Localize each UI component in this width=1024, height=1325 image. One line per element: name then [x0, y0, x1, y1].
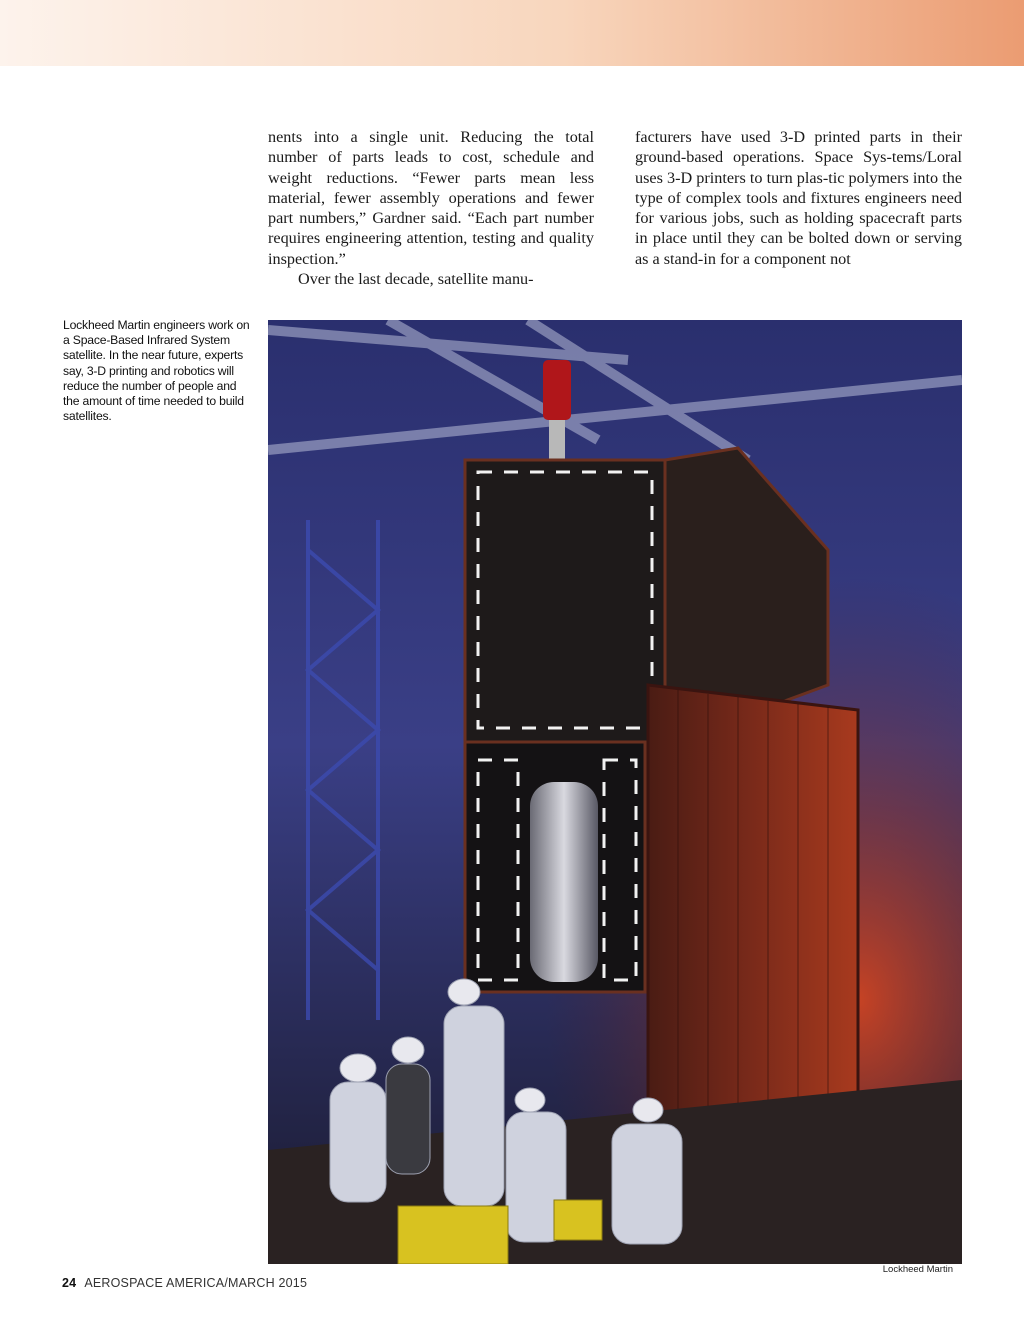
photo-caption: Lockheed Martin engineers work on a Space-Based Infrared System satellite. In the near future, experts say, 3-D printing and robotics will reduce the number of people and the amount of time needed to build satellites.: [63, 318, 250, 424]
photo-credit: Lockheed Martin: [882, 1264, 953, 1275]
satellite-photo: [268, 320, 962, 1264]
page-number: 24: [62, 1276, 77, 1290]
article-column-2: [635, 127, 962, 269]
article-paragraph: facturers have used 3-D printed parts in their ground-based operations. Space Sys-tems/Loral uses 3-D printers to turn plas-tic polymers into the type of complex tools and fixtures engineers need for various jobs, such as holding spacecraft parts in place until they can be bolted down or serving as a stand-in for a component not: [635, 128, 962, 268]
page-footer: [62, 1276, 307, 1290]
publication-name: AEROSPACE AMERICA/MARCH 2015: [84, 1276, 308, 1290]
article-paragraph: nents into a single unit. Reducing the total number of parts leads to cost, schedule and weight reductions. “Fewer parts mean less material, fewer assembly operations and fewer part numbers,” Gardner said. “Each part number requires engineering attention, testing and quality inspection.”: [268, 128, 594, 268]
article-column-1: [268, 127, 594, 289]
header-band: [0, 0, 1024, 66]
article-paragraph: Over the last decade, satellite manu-: [298, 270, 534, 289]
